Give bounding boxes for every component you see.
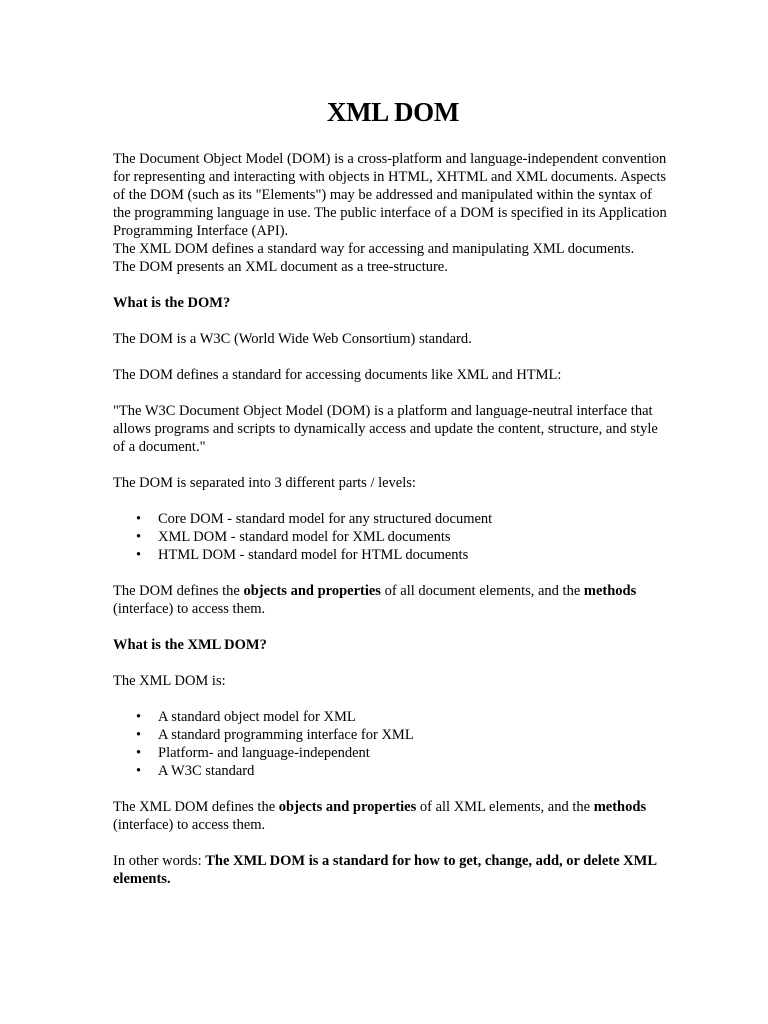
list-item: • A W3C standard xyxy=(158,762,673,780)
document-page xyxy=(113,94,673,906)
intro-line-2: The XML DOM defines a standard way for accessing and manipulating XML documents. xyxy=(113,241,635,257)
dom-defines-paragraph xyxy=(113,582,673,618)
xml-defines-post: (interface) to access them. xyxy=(113,817,266,833)
section-heading-what-is-xml-dom: What is the XML DOM? xyxy=(113,637,267,653)
xml-defines-bold-methods: methods xyxy=(593,799,647,815)
summary-paragraph xyxy=(113,852,673,888)
dom-defines-bold-methods: methods xyxy=(583,583,637,599)
section-heading-what-is-dom: What is the DOM? xyxy=(113,295,231,311)
dom-standard-paragraph: The DOM defines a standard for accessing documents like XML and HTML: xyxy=(113,367,562,383)
dom-w3c-paragraph: The DOM is a W3C (World Wide Web Consortium) standard. xyxy=(113,331,472,347)
list-item: • Core DOM - standard model for any structured document xyxy=(158,510,673,528)
dom-levels-list xyxy=(113,510,673,564)
xml-defines-pre: The XML DOM defines the xyxy=(113,799,279,815)
xml-dom-is-paragraph: The XML DOM is: xyxy=(113,673,226,689)
document-title: XML DOM xyxy=(326,97,460,127)
xml-dom-defines-paragraph xyxy=(113,798,673,834)
xml-defines-bold-objects: objects and properties xyxy=(278,799,417,815)
intro-paragraph: The Document Object Model (DOM) is a cross-platform and language-independent convention for representing and interacting with objects in HTML, XHTML and XML documents. Aspects of the DOM (such as its "Elements") may be addressed and manipulated within the syntax of the programming language in use. The public interface of a DOM is specified in its Application Programming Interface (API). xyxy=(113,151,667,239)
intro-line-3: The DOM presents an XML document as a tree-structure. xyxy=(113,259,448,275)
xml-defines-mid: of all XML elements, and the xyxy=(416,799,594,815)
list-item: • XML DOM - standard model for XML documents xyxy=(158,528,673,546)
summary-bold: The XML DOM is a standard for how to get, change, add, or delete XML elements. xyxy=(113,853,657,887)
dom-defines-bold-objects: objects and properties xyxy=(243,583,381,599)
list-item: • HTML DOM - standard model for HTML documents xyxy=(158,546,673,564)
dom-defines-mid: of all document elements, and the xyxy=(380,583,584,599)
intro-block xyxy=(113,150,673,276)
list-item: • Platform- and language-independent xyxy=(158,744,673,762)
list-item: • A standard object model for XML xyxy=(158,708,673,726)
dom-defines-post: (interface) to access them. xyxy=(113,601,266,617)
w3c-quote: "The W3C Document Object Model (DOM) is a platform and language-neutral interface that allows programs and scripts to dynamically access and update the content, structure, and style of a document." xyxy=(113,403,658,455)
list-item: • A standard programming interface for XML xyxy=(158,726,673,744)
dom-levels-intro: The DOM is separated into 3 different parts / levels: xyxy=(113,475,416,491)
summary-pre: In other words: xyxy=(113,853,206,869)
xml-dom-list xyxy=(113,708,673,780)
dom-defines-pre: The DOM defines the xyxy=(113,583,244,599)
